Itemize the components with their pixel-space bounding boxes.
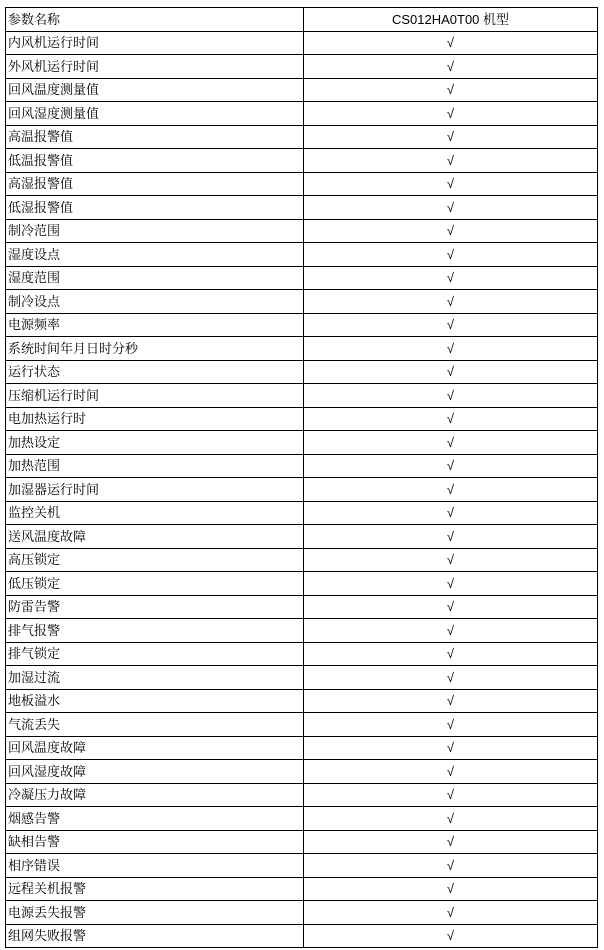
support-check-cell: √ [304, 313, 598, 337]
param-name-cell: 电源丢失报警 [6, 901, 304, 925]
support-check-cell: √ [304, 877, 598, 901]
param-name-cell: 地板溢水 [6, 689, 304, 713]
param-name-cell: 远程关机报警 [6, 877, 304, 901]
table-row [6, 407, 598, 431]
table-row [6, 266, 598, 290]
table-row [6, 337, 598, 361]
table-row [6, 642, 598, 666]
param-name-cell: 加湿过流 [6, 666, 304, 690]
table-row [6, 525, 598, 549]
param-name-cell: 加热设定 [6, 431, 304, 455]
param-name-cell: 低温报警值 [6, 149, 304, 173]
table-row [6, 595, 598, 619]
param-name-cell: 烟感告警 [6, 807, 304, 831]
table-row [6, 807, 598, 831]
param-name-cell: 高温报警值 [6, 125, 304, 149]
support-check-cell: √ [304, 55, 598, 79]
param-name-cell: 缺相告警 [6, 830, 304, 854]
table-row [6, 196, 598, 220]
param-name-cell: 排气报警 [6, 619, 304, 643]
model-column-header: CS012HA0T00 机型 [304, 8, 598, 32]
support-check-cell: √ [304, 783, 598, 807]
param-name-cell: 外风机运行时间 [6, 55, 304, 79]
support-check-cell: √ [304, 290, 598, 314]
param-name-cell: 气流丢失 [6, 713, 304, 737]
param-name-cell: 排气锁定 [6, 642, 304, 666]
header-row [6, 8, 598, 32]
support-check-cell: √ [304, 431, 598, 455]
table-row [6, 713, 598, 737]
support-check-cell: √ [304, 78, 598, 102]
support-check-cell: √ [304, 760, 598, 784]
param-name-cell: 回风湿度测量值 [6, 102, 304, 126]
support-check-cell: √ [304, 807, 598, 831]
table-row [6, 125, 598, 149]
table-row [6, 877, 598, 901]
param-name-cell: 制冷设点 [6, 290, 304, 314]
table-row [6, 854, 598, 878]
table-body [6, 31, 598, 948]
support-check-cell: √ [304, 102, 598, 126]
support-check-cell: √ [304, 642, 598, 666]
support-check-cell: √ [304, 736, 598, 760]
param-name-cell: 高湿报警值 [6, 172, 304, 196]
support-check-cell: √ [304, 572, 598, 596]
param-name-cell: 监控关机 [6, 501, 304, 525]
param-name-cell: 高压锁定 [6, 548, 304, 572]
table-row [6, 736, 598, 760]
table-row [6, 290, 598, 314]
table-row [6, 102, 598, 126]
support-check-cell: √ [304, 689, 598, 713]
support-check-cell: √ [304, 501, 598, 525]
table-row [6, 901, 598, 925]
param-name-cell: 回风温度故障 [6, 736, 304, 760]
table-row [6, 454, 598, 478]
param-name-cell: 内风机运行时间 [6, 31, 304, 55]
param-name-cell: 防雷告警 [6, 595, 304, 619]
support-check-cell: √ [304, 666, 598, 690]
table-row [6, 830, 598, 854]
table-row [6, 548, 598, 572]
table-row [6, 572, 598, 596]
support-check-cell: √ [304, 854, 598, 878]
param-name-cell: 电加热运行时 [6, 407, 304, 431]
table-row [6, 384, 598, 408]
support-check-cell: √ [304, 172, 598, 196]
param-name-cell: 组网失败报警 [6, 924, 304, 948]
param-name-cell: 系统时间年月日时分秒 [6, 337, 304, 361]
support-check-cell: √ [304, 149, 598, 173]
param-name-cell: 电源频率 [6, 313, 304, 337]
support-check-cell: √ [304, 243, 598, 267]
support-check-cell: √ [304, 830, 598, 854]
support-check-cell: √ [304, 713, 598, 737]
support-check-cell: √ [304, 924, 598, 948]
param-name-cell: 相序错误 [6, 854, 304, 878]
support-check-cell: √ [304, 125, 598, 149]
param-name-cell: 低压锁定 [6, 572, 304, 596]
table-row [6, 31, 598, 55]
table-row [6, 619, 598, 643]
param-name-cell: 湿度范围 [6, 266, 304, 290]
param-name-cell: 冷凝压力故障 [6, 783, 304, 807]
param-name-cell: 湿度设点 [6, 243, 304, 267]
table-row [6, 666, 598, 690]
table-row [6, 360, 598, 384]
param-name-cell: 运行状态 [6, 360, 304, 384]
support-check-cell: √ [304, 360, 598, 384]
param-name-cell: 压缩机运行时间 [6, 384, 304, 408]
table-row [6, 478, 598, 502]
param-name-cell: 加湿器运行时间 [6, 478, 304, 502]
support-check-cell: √ [304, 454, 598, 478]
support-check-cell: √ [304, 478, 598, 502]
param-name-cell: 送风温度故障 [6, 525, 304, 549]
table-row [6, 55, 598, 79]
support-check-cell: √ [304, 619, 598, 643]
support-check-cell: √ [304, 31, 598, 55]
table-row [6, 78, 598, 102]
support-check-cell: √ [304, 548, 598, 572]
table-row [6, 172, 598, 196]
table-row [6, 431, 598, 455]
table-row [6, 501, 598, 525]
param-name-column-header: 参数名称 [6, 8, 304, 32]
table-row [6, 924, 598, 948]
support-check-cell: √ [304, 525, 598, 549]
table-row [6, 313, 598, 337]
table-row [6, 243, 598, 267]
support-check-cell: √ [304, 595, 598, 619]
table-row [6, 783, 598, 807]
support-check-cell: √ [304, 384, 598, 408]
support-check-cell: √ [304, 337, 598, 361]
table-row [6, 689, 598, 713]
table-row [6, 760, 598, 784]
support-check-cell: √ [304, 196, 598, 220]
param-name-cell: 回风湿度故障 [6, 760, 304, 784]
param-name-cell: 回风温度测量值 [6, 78, 304, 102]
table-row [6, 219, 598, 243]
support-check-cell: √ [304, 901, 598, 925]
param-name-cell: 低湿报警值 [6, 196, 304, 220]
support-check-cell: √ [304, 219, 598, 243]
model-parameter-table [5, 7, 598, 948]
support-check-cell: √ [304, 407, 598, 431]
table-row [6, 149, 598, 173]
param-name-cell: 制冷范围 [6, 219, 304, 243]
support-check-cell: √ [304, 266, 598, 290]
param-name-cell: 加热范围 [6, 454, 304, 478]
